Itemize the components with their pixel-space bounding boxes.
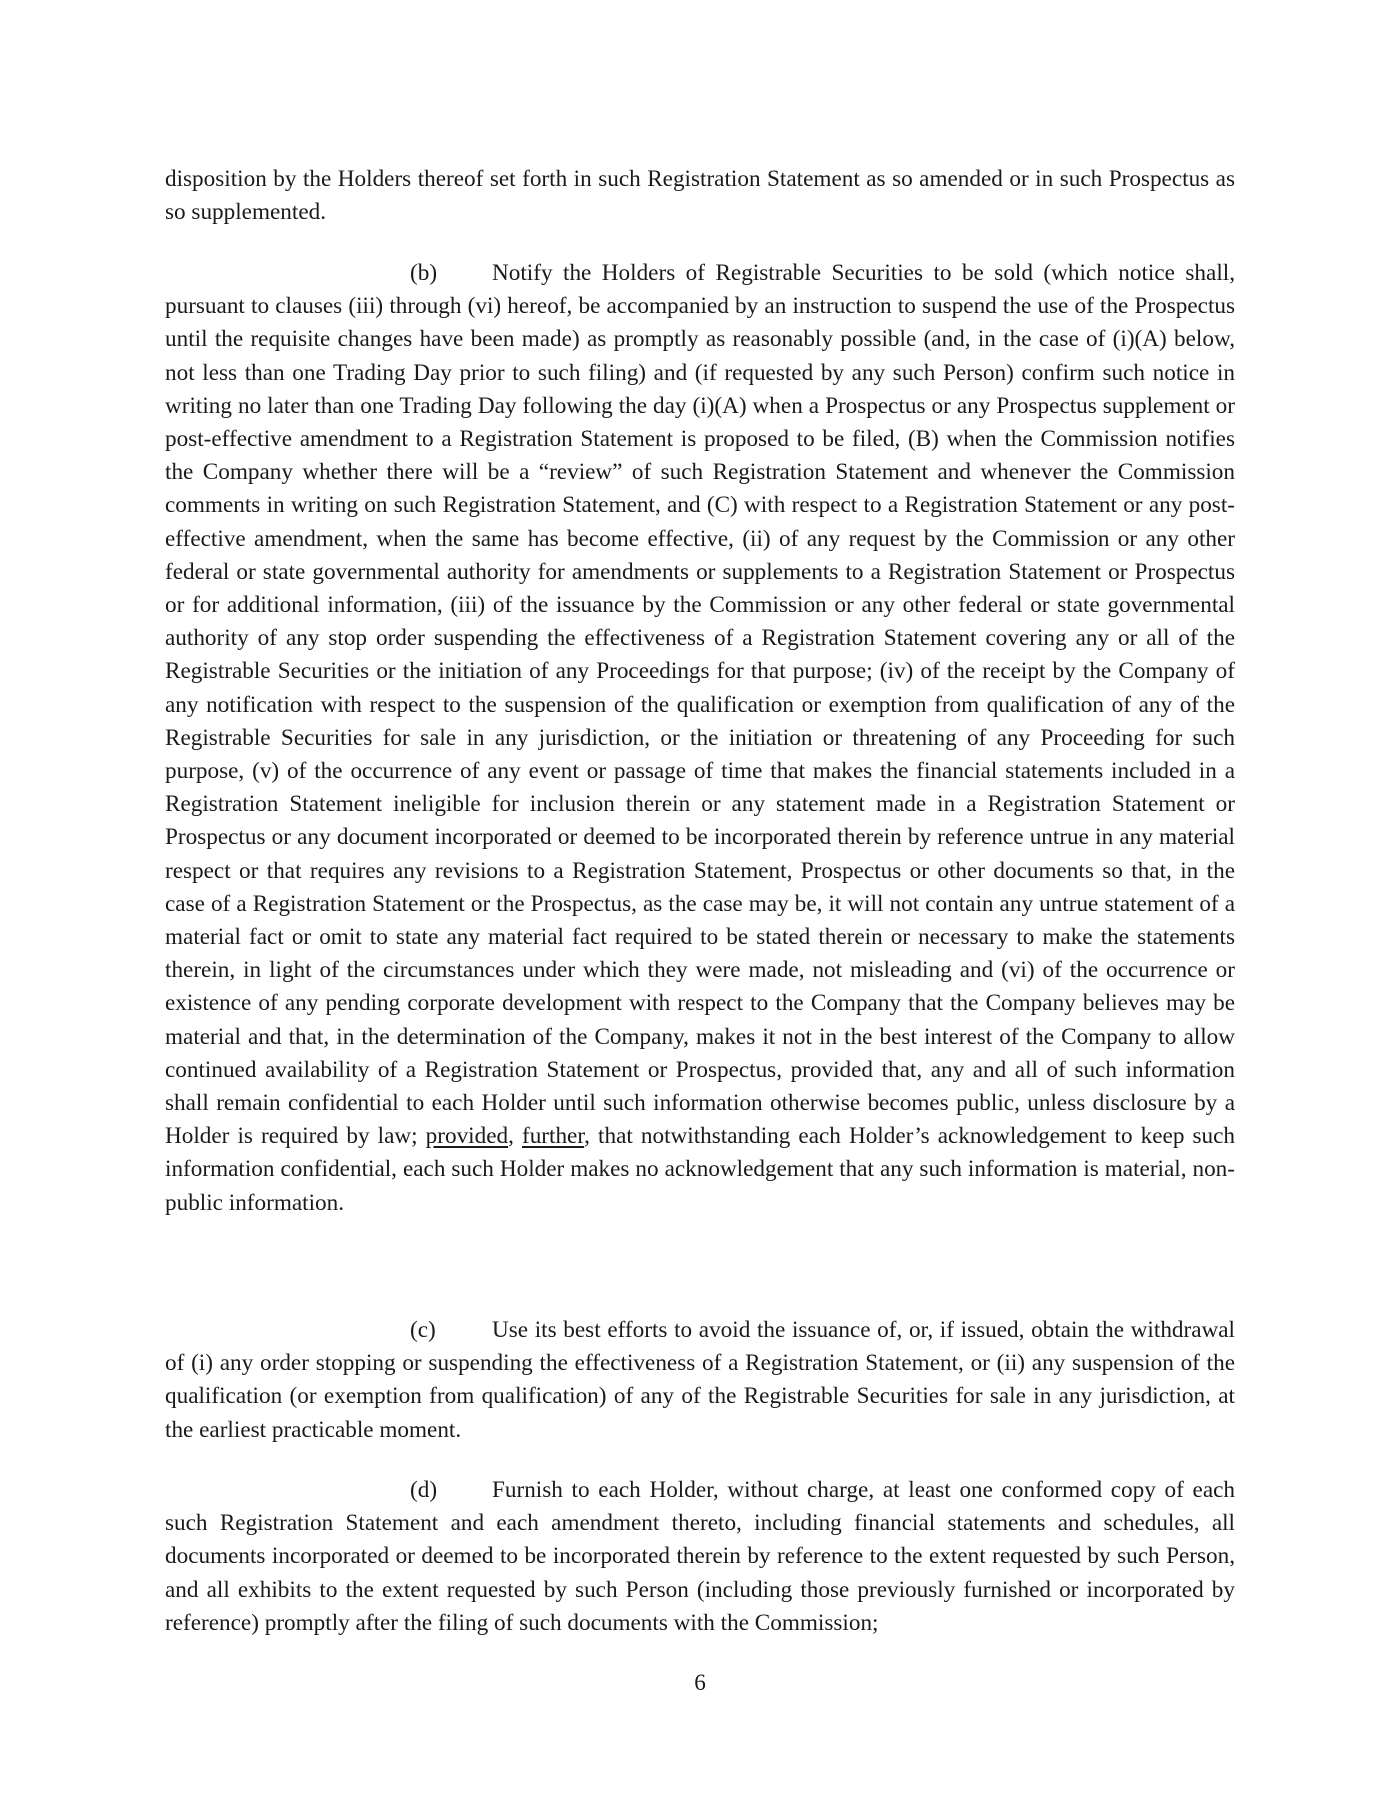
page-number: 6 [694, 1670, 706, 1696]
paragraph-b-text-part1: Notify the Holders of Registrable Securities to be sold (which notice shall, pursuant to clauses (iii) through (vi) hereof, be accompanied by an instruction to suspend the use of the Prospectus until the requisite changes have been made) as promptly as reasonably possible (and, in the case of (i)(A) below, not less than one Trading Day prior to such filing) and (if requested by any such Person) confirm such notice in writing no later than one Trading Day following the day (i)(A) when a Prospectus or any Prospectus supplement or post-effective amendment to a Registration Statement is proposed to be filed, (B) when the Commission notifies the Company whether there will be a “review” of such Registration Statement and whenever the Commission comments in writing on such Registration Statement, and (C) with respect to a Registration Statement or any post-effective amendment, when the same has become effective, (ii) of any request by the Commission or any other federal or state governmental authority for amendments or supplements to a Registration Statement or Prospectus or for additional information, (iii) of the issuance by the Commission or any other federal or state governmental authority of any stop order suspending the effectiveness of a Registration Statement covering any or all of the Registrable Securities or the initiation of any Proceedings for that purpose; (iv) of the receipt by the Company of any notification with respect to the suspension of the qualification or exemption from qualification of any of the Registrable Securities for sale in any jurisdiction, or the initiation or threatening of any Proceeding for such purpose, (v) of the occurrence of any event or passage of time that makes the financial statements included in a Registration Statement ineligible for inclusion therein or any statement made in a Registration Statement or Prospectus or any document incorporated or deemed to be incorporated therein by reference untrue in any material respect or that requires any revisions to a Registration Statement, Prospectus or other documents so that, in the case of a Registration Statement or the Prospectus, as the case may be, it will not contain any untrue statement of a material fact or omit to state any material fact required to be stated therein or necessary to make the statements therein, in light of the circumstances under which they were made, not misleading and (vi) of the occurrence or existence of any pending corporate development with respect to the Company that the Company believes may be material and that, in the determination of the Company, makes it not in the best interest of the Company to allow continued availability of a Registration Statement or Prospectus, provided that, any and all of such information shall remain confidential to each Holder until such information otherwise becomes public, unless disclosure by a Holder is required by law; [165, 260, 1235, 1150]
paragraph-b [165, 257, 1235, 1220]
further-underlined: further [521, 1123, 585, 1150]
paragraph-d-label: (d) [410, 1477, 438, 1503]
paragraph-d-text: Furnish to each Holder, without charge, at least one conformed copy of each such Registration Statement and each amendment thereto, including financial statements and schedules, all documents incorporated or deemed to be incorporated therein by reference to the extent requested by such Person, and all exhibits to the extent requested by such Person (including those previously furnished or incorporated by reference) promptly after the filing of such documents with the Commission; [165, 1477, 1235, 1636]
paragraph-b-separator: , [508, 1123, 522, 1150]
paragraph-c-label: (c) [410, 1317, 436, 1343]
paragraph-d [165, 1474, 1235, 1640]
provided-underlined: provided [425, 1123, 509, 1150]
continuation-paragraph: disposition by the Holders thereof set forth in such Registration Statement as so amended or in such Prospectus as so supplemented. [165, 166, 1235, 226]
paragraph-c [165, 1314, 1235, 1447]
paragraph-b-label: (b) [410, 260, 438, 286]
paragraph-c-text: Use its best efforts to avoid the issuance of, or, if issued, obtain the withdrawal of (i) any order stopping or suspending the effectiveness of a Registration Statement, or (ii) any suspension of the qualification (or exemption from qualification) of any of the Registrable Securities for sale in any jurisdiction, at the earliest practicable moment. [165, 1317, 1235, 1443]
paragraph-b-text-part2: , that notwithstanding each Holder’s acknowledgement to keep such information confidential, each such Holder makes no acknowledgement that any such information is material, non-public information. [165, 1123, 1236, 1216]
